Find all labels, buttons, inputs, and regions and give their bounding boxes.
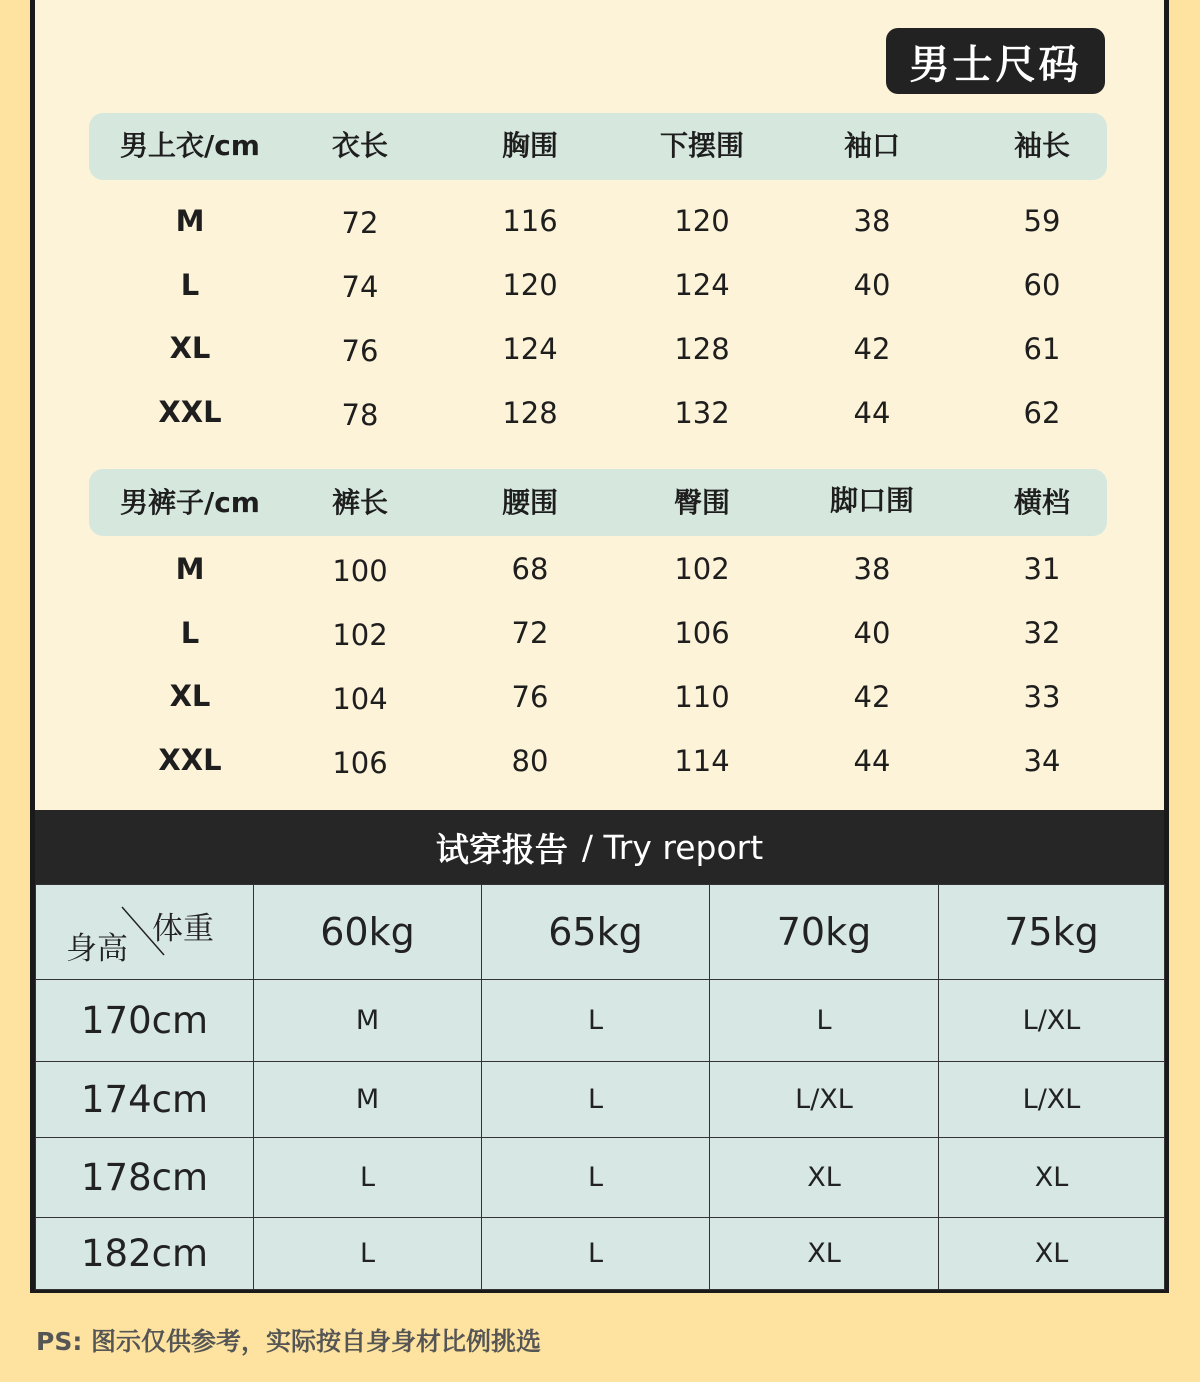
tops-value-cell: 59 xyxy=(1023,204,1061,238)
table-row xyxy=(36,1062,1165,1138)
table-row xyxy=(36,1138,1165,1218)
height-cell: 170cm xyxy=(36,980,254,1062)
weight-header-cell: 70kg xyxy=(710,885,939,980)
try-report-bar xyxy=(35,810,1164,884)
pants-header-cell: 横档 xyxy=(1013,486,1070,519)
try-report-title-en: / Try report xyxy=(581,827,764,867)
try-report-table xyxy=(35,884,1165,1290)
table-row xyxy=(36,1218,1165,1290)
tops-value-cell: 44 xyxy=(853,396,891,430)
pants-value-cell: 32 xyxy=(1023,616,1061,650)
size-cell: L xyxy=(482,1062,710,1138)
pants-value-cell: 106 xyxy=(332,746,388,780)
pants-value-cell: 104 xyxy=(332,682,388,716)
tops-value-cell: 132 xyxy=(674,396,730,430)
pants-header-cell: 腰围 xyxy=(501,486,558,519)
weight-header-cell: 75kg xyxy=(939,885,1165,980)
pants-size-cell: XL xyxy=(169,679,211,713)
tops-value-cell: 128 xyxy=(502,396,558,430)
pants-value-cell: 44 xyxy=(853,744,891,778)
tops-size-cell: XL xyxy=(169,331,211,365)
pants-value-cell: 33 xyxy=(1023,680,1061,714)
title-badge: 男士尺码 xyxy=(886,28,1105,94)
pants-size-cell: M xyxy=(175,552,205,586)
pants-value-cell: 100 xyxy=(332,554,388,588)
tops-value-cell: 128 xyxy=(674,332,730,366)
size-cell: XL xyxy=(939,1138,1165,1218)
pants-value-cell: 68 xyxy=(511,552,549,586)
weight-header-cell: 60kg xyxy=(254,885,482,980)
disclaimer-note: PS: 图示仅供参考，实际按自身身材比例挑选 xyxy=(36,1327,542,1356)
pants-value-cell: 110 xyxy=(674,680,730,714)
tops-value-cell: 60 xyxy=(1023,268,1061,302)
pants-value-cell: 102 xyxy=(332,618,388,652)
size-cell: L xyxy=(482,1218,710,1290)
tops-value-cell: 124 xyxy=(502,332,558,366)
pants-value-cell: 102 xyxy=(674,552,730,586)
tops-header-cell: 男上衣/cm xyxy=(119,129,260,162)
tops-value-cell: 74 xyxy=(341,270,379,304)
tops-size-cell: XXL xyxy=(158,395,222,429)
size-cell: L xyxy=(710,980,939,1062)
pants-value-cell: 72 xyxy=(511,616,549,650)
pants-value-cell: 42 xyxy=(853,680,891,714)
pants-value-cell: 106 xyxy=(674,616,730,650)
tops-size-cell: L xyxy=(180,268,200,302)
weight-header-cell: 65kg xyxy=(482,885,710,980)
height-cell: 174cm xyxy=(36,1062,254,1138)
tops-header-cell: 衣长 xyxy=(331,129,388,162)
tops-value-cell: 42 xyxy=(853,332,891,366)
pants-header-cell: 裤长 xyxy=(331,486,388,519)
pants-value-cell: 80 xyxy=(511,744,549,778)
tops-value-cell: 116 xyxy=(502,204,558,238)
height-cell: 182cm xyxy=(36,1218,254,1290)
tops-header-cell: 下摆围 xyxy=(659,129,744,162)
height-cell: 178cm xyxy=(36,1138,254,1218)
corner-height-label: 身高 xyxy=(66,931,128,967)
pants-value-cell: 31 xyxy=(1023,552,1061,586)
pants-value-cell: 40 xyxy=(853,616,891,650)
tops-value-cell: 61 xyxy=(1023,332,1061,366)
tops-value-cell: 38 xyxy=(853,204,891,238)
tops-value-cell: 40 xyxy=(853,268,891,302)
pants-value-cell: 38 xyxy=(853,552,891,586)
tops-value-cell: 120 xyxy=(674,204,730,238)
table-row xyxy=(36,980,1165,1062)
pants-value-cell: 76 xyxy=(511,680,549,714)
size-cell: L xyxy=(254,1138,482,1218)
size-cell: XL xyxy=(710,1138,939,1218)
corner-cell xyxy=(36,885,254,980)
tops-size-cell: M xyxy=(175,204,205,238)
pants-size-cell: L xyxy=(180,616,200,650)
tops-value-cell: 78 xyxy=(341,398,379,432)
tops-value-cell: 72 xyxy=(341,206,379,240)
pants-header-cell: 脚口围 xyxy=(829,484,914,517)
pants-value-cell: 114 xyxy=(674,744,730,778)
size-cell: L xyxy=(482,980,710,1062)
size-cell: L/XL xyxy=(939,1062,1165,1138)
size-cell: XL xyxy=(939,1218,1165,1290)
weight-header-row xyxy=(36,885,1165,980)
pants-size-cell: XXL xyxy=(158,743,222,777)
tops-value-cell: 76 xyxy=(341,334,379,368)
size-chart-card xyxy=(30,0,1169,1293)
tops-value-cell: 120 xyxy=(502,268,558,302)
size-cell: L/XL xyxy=(710,1062,939,1138)
size-cell: M xyxy=(254,1062,482,1138)
tops-header-cell: 胸围 xyxy=(501,129,558,162)
size-cell: L/XL xyxy=(939,980,1165,1062)
size-cell: XL xyxy=(710,1218,939,1290)
tops-header-cell: 袖口 xyxy=(843,129,900,162)
tops-value-cell: 62 xyxy=(1023,396,1061,430)
size-cell: M xyxy=(254,980,482,1062)
pants-header-cell: 臀围 xyxy=(673,486,730,519)
pants-value-cell: 34 xyxy=(1023,744,1061,778)
size-cell: L xyxy=(254,1218,482,1290)
try-report-title-cn: 试穿报告 xyxy=(435,829,568,869)
corner-weight-label: 体重 xyxy=(152,911,214,947)
size-cell: L xyxy=(482,1138,710,1218)
tops-value-cell: 124 xyxy=(674,268,730,302)
tops-header-cell: 袖长 xyxy=(1013,129,1070,162)
pants-header-cell: 男裤子/cm xyxy=(119,486,260,519)
